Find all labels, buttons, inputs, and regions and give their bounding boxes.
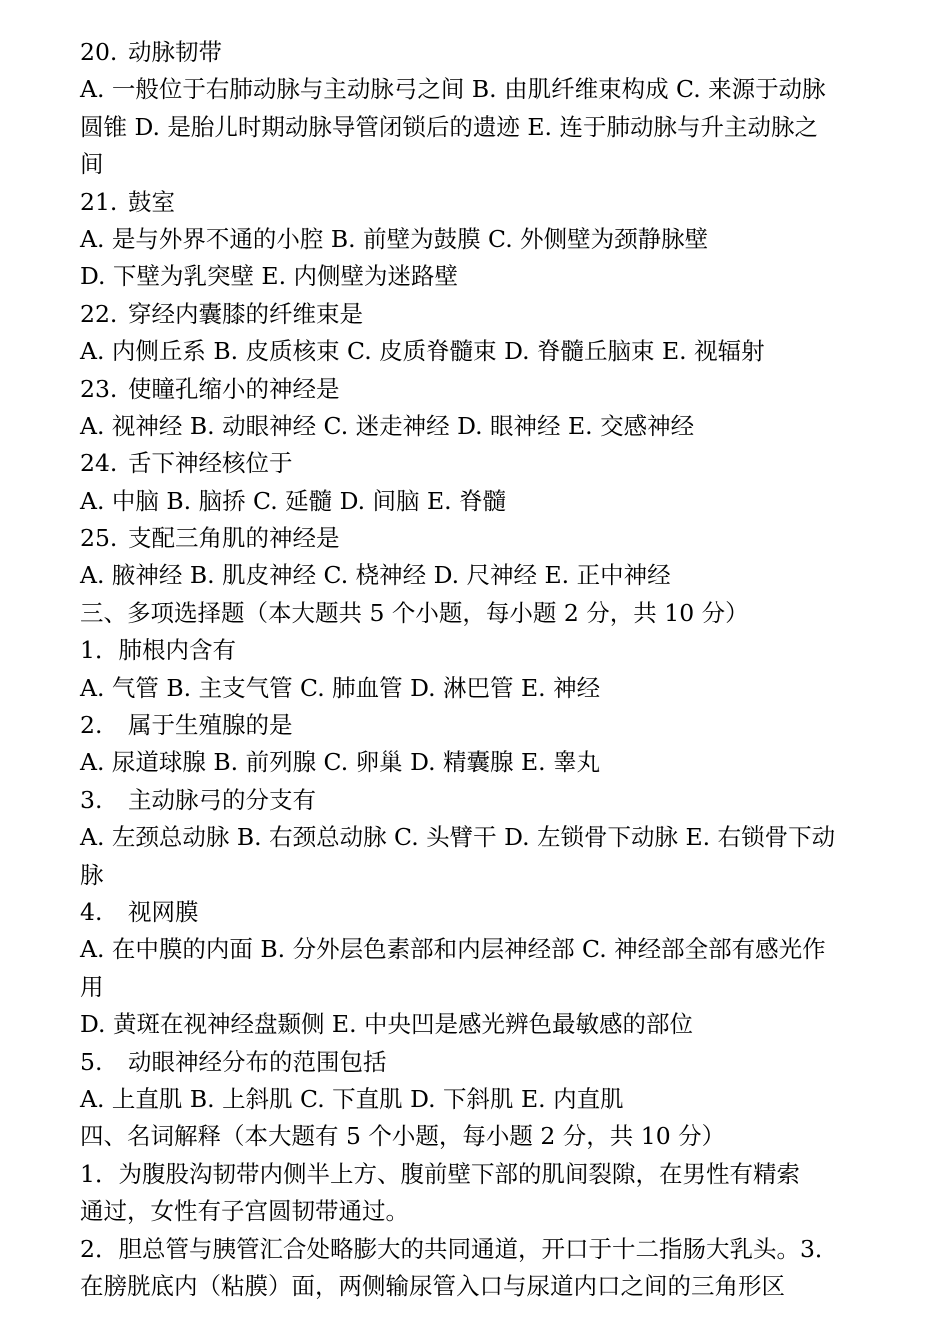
question-22-options: A. 内侧丘系 B. 皮质核束 C. 皮质脊髓束 D. 脊髓丘脑束 E. 视辐射 <box>80 337 765 366</box>
multi-question-4-options-line-3: D. 黄斑在视神经盘颞侧 E. 中央凹是感光辨色最敏感的部位 <box>80 1010 694 1039</box>
question-20-title <box>80 34 880 71</box>
question-text: 支配三角肌的神经是 <box>128 524 340 553</box>
question-text: 鼓室 <box>128 187 175 216</box>
section-4-heading: 四、名词解释（本大题有 5 个小题，每小题 2 分，共 10 分） <box>80 1122 726 1151</box>
multi-question-2-title <box>80 707 880 744</box>
multi-question-3-options-line-1: A. 左颈总动脉 B. 右颈总动脉 C. 头臂干 D. 左锁骨下动脉 E. 右锁骨下动 <box>80 823 836 852</box>
question-text: 属于生殖腺的是 <box>128 711 293 740</box>
multi-question-3-options-line-2: 脉 <box>80 860 104 889</box>
question-25-title <box>80 520 880 557</box>
question-text: 使瞳孔缩小的神经是 <box>128 374 340 403</box>
question-23-options: A. 视神经 B. 动眼神经 C. 迷走神经 D. 眼神经 E. 交感神经 <box>80 411 695 440</box>
question-number: 5. <box>80 1047 103 1076</box>
question-21-options-line-1: A. 是与外界不通的小腔 B. 前壁为鼓膜 C. 外侧壁为颈静脉壁 <box>80 224 709 253</box>
question-21-options-line-2: D. 下壁为乳突壁 E. 内侧壁为迷路壁 <box>80 262 459 291</box>
question-text: 动脉韧带 <box>128 38 222 66</box>
multi-question-4-options-line-2: 用 <box>80 972 104 1001</box>
question-number: 4. <box>80 897 103 926</box>
question-number: 3. <box>80 785 103 814</box>
multi-question-4-title <box>80 894 880 931</box>
question-text: 舌下神经核位于 <box>128 449 293 478</box>
question-23-title <box>80 371 880 408</box>
question-number: 24. <box>80 449 118 478</box>
term-3-line-1: 在膀胱底内（粘膜）面，两侧输尿管入口与尿道内口之间的三角形区 <box>80 1271 785 1300</box>
question-text: 动眼神经分布的范围包括 <box>128 1047 387 1076</box>
document-page <box>80 34 880 1305</box>
question-text: 主动脉弓的分支有 <box>128 785 316 814</box>
question-24-title <box>80 445 880 482</box>
multi-question-4-options-line-1: A. 在中膜的内面 B. 分外层色素部和内层神经部 C. 神经部全部有感光作 <box>80 935 826 964</box>
question-number: 22. <box>80 299 118 328</box>
multi-question-5-title <box>80 1044 880 1081</box>
question-20-options-line-3: 间 <box>80 150 104 179</box>
question-text: 穿经内囊膝的纤维束是 <box>128 299 363 328</box>
question-number: 2. <box>80 711 103 740</box>
question-24-options: A. 中脑 B. 脑挢 C. 延髓 D. 间脑 E. 脊髓 <box>80 486 507 515</box>
question-number: 21. <box>80 187 118 216</box>
question-20-options-line-2: 圆锥 D. 是胎儿时期动脉导管闭锁后的遗迹 E. 连于肺动脉与升主动脉之 <box>80 112 818 141</box>
question-22-title <box>80 296 880 333</box>
term-1-line-1: 1．为腹股沟韧带内侧半上方、腹前壁下部的肌间裂隙，在男性有精索 <box>80 1159 800 1188</box>
question-number: 23. <box>80 374 118 403</box>
question-number: 25. <box>80 524 118 553</box>
term-1-line-2: 通过，女性有子宫圆韧带通过。 <box>80 1197 409 1226</box>
multi-question-3-title <box>80 782 880 819</box>
question-number: 20. <box>80 38 118 66</box>
multi-question-5-options: A. 上直肌 B. 上斜肌 C. 下直肌 D. 下斜肌 E. 内直肌 <box>80 1084 624 1113</box>
multi-question-1-title: 1．肺根内含有 <box>80 636 236 665</box>
question-21-title <box>80 184 880 221</box>
multi-question-1-options: A. 气管 B. 主支气管 C. 肺血管 D. 淋巴管 E. 神经 <box>80 673 601 702</box>
question-text: 视网膜 <box>128 897 199 926</box>
section-3-heading: 三、多项选择题（本大题共 5 个小题，每小题 2 分，共 10 分） <box>80 598 749 627</box>
term-2-line-1: 2．胆总管与胰管汇合处略膨大的共同通道，开口于十二指肠大乳头。3． <box>80 1234 839 1263</box>
question-20-options-line-1: A. 一般位于右肺动脉与主动脉弓之间 B. 由肌纤维束构成 C. 来源于动脉 <box>80 75 826 104</box>
question-25-options: A. 腋神经 B. 肌皮神经 C. 桡神经 D. 尺神经 E. 正中神经 <box>80 561 671 590</box>
multi-question-2-options: A. 尿道球腺 B. 前列腺 C. 卵巢 D. 精囊腺 E. 睾丸 <box>80 748 601 777</box>
